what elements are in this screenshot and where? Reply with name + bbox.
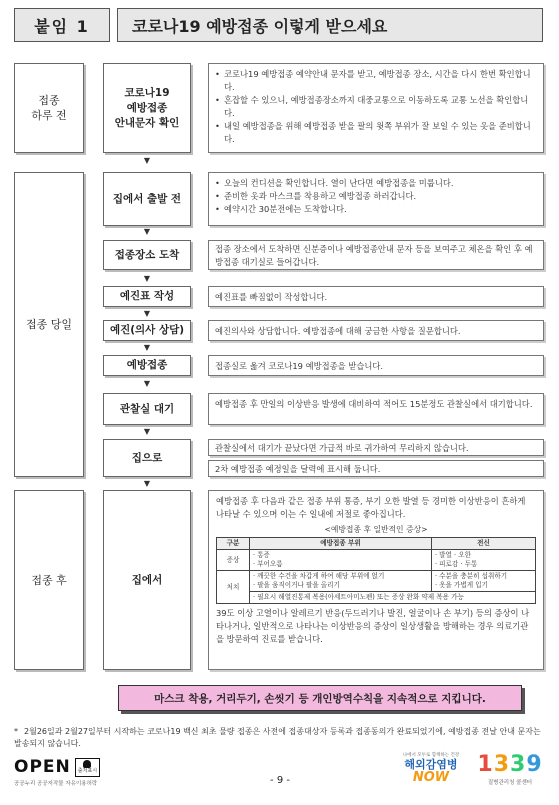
step-vaccination: 예방접종: [103, 355, 191, 376]
symptom-table-caption: <예방접종 후 일반적인 증상>: [324, 525, 428, 534]
local-symptom-2: · 부어오름: [253, 560, 283, 568]
step-doctor: 예진(의사 상담): [103, 320, 191, 341]
desc-go-home-1: 관찰실에서 대기가 끝났다면 가급적 바로 귀가하여 무리하지 않습니다.: [208, 439, 544, 456]
step-notice-check: [103, 63, 191, 153]
table-row-care-local: [250, 571, 432, 592]
footnote-marker: *: [14, 727, 18, 736]
down-arrow-icon: ▼: [143, 479, 151, 488]
desc-at-home: [208, 490, 544, 670]
attachment-tag: 붙임 1: [14, 8, 110, 42]
desc-observation: 예방접종 후 만일의 이상반응 발생에 대비하여 적어도 15분정도 관찰실에서 대기합니다.: [208, 393, 544, 425]
table-header-category: 구분: [217, 538, 250, 550]
table-row-symptom-label: 증상: [217, 550, 250, 571]
table-care-note: · 필요시 해열진통제 복용(아세트아미노펜) 또는 증상 완화 약제 복용 가능: [250, 592, 536, 604]
desc-notice-check: • 코로나19 예방접종 예약안내 문자를 받고, 예방접종 장소, 시간을 다시 한번 확인합니다. • 혼잡할 수 있으니, 예방접종장소까지 대중교통으로 이동하도록 교통 노선을 확인합니다. • 내일 예방접종을 위해 예방접종 받을 팔의 윗쪽 부위가 잘 보일 수 있는 옷을 준비합니다.: [208, 63, 544, 153]
systemic-care-2: · 옷을 가볍게 입기: [434, 581, 488, 589]
page-number: - 9 -: [270, 775, 290, 786]
step-go-home: 집으로: [103, 439, 191, 477]
desc-before-leaving: • 오늘의 컨디션을 확인합니다. 열이 난다면 예방접종을 미룹니다. • 준비한 옷과 마스크를 착용하고 예방접종 하러갑니다. • 예약시간 30분전에는 도착합니다.: [208, 172, 544, 226]
desc-leaving-bullet-1: 오늘의 컨디션을 확인합니다. 열이 난다면 예방접종을 미룹니다.: [224, 178, 454, 188]
step-arrival: 접종장소 도착: [103, 240, 191, 270]
table-row-symptom-systemic: [431, 550, 535, 571]
now-logo-sub: NOW: [412, 770, 450, 785]
open-caption: 공공누리 공공저작물 자유이용허락: [14, 781, 98, 787]
symptom-table: [216, 537, 536, 604]
now-logo-text: 해외감염병: [404, 758, 458, 771]
desc-notice-bullet-2: 혼잡할 수 있으니, 예방접종장소까지 대중교통으로 이동하도록 교통 노선을 확인합니다.: [224, 95, 529, 118]
person-icon: [83, 760, 91, 768]
desc-doctor: 예진의사와 상담합니다. 예방접종에 대해 궁금한 사항을 질문합니다.: [208, 320, 544, 341]
open-logo-text: OPEN: [14, 757, 71, 777]
footnote-text: 2월26일과 2월27일부터 시작하는 코로나19 백신 최초 물량 접종은 사전에 접종대상자 등록과 접종동의가 완료되었기에, 예방접종 전날 안내 문자는 발송되지 않습니다.: [14, 727, 541, 748]
down-arrow-icon: ▼: [143, 379, 151, 388]
open-badge-text: 출처표시: [77, 767, 98, 774]
down-arrow-icon: ▼: [143, 274, 151, 283]
desc-home-intro: 예방접종 후 다음과 같은 접종 부위 통증, 부기 오한 발열 등 경미한 이상반응이 흔하게 나타날 수 있으며 이는 수 일내에 저절로 좋아집니다.: [216, 496, 526, 519]
phase-day-before-line2: 하루 전: [31, 109, 67, 122]
desc-notice-bullet-3: 내일 예방접종을 위해 예방접종 받을 팔의 윗쪽 부위가 잘 보일 수 있는 옷을 준비합니다.: [224, 121, 531, 144]
overseas-disease-now-logo: [396, 752, 466, 798]
desc-leaving-bullet-3: 예약시간 30분전에는 도착합니다.: [224, 204, 347, 214]
phase-day-of: 접종 당일: [14, 172, 84, 477]
phase-day-before-line1: 접종: [38, 94, 60, 107]
down-arrow-icon: ▼: [143, 156, 151, 165]
local-symptom-1: · 통증: [253, 551, 270, 559]
step-at-home: 집에서: [103, 490, 191, 670]
systemic-care-1: · 수분을 충분히 섭취하기: [434, 572, 508, 580]
table-header-systemic: 전신: [431, 538, 535, 550]
footnote: [14, 726, 544, 750]
phase-after: 접종 후: [14, 490, 84, 670]
table-row-symptom-local: [250, 550, 432, 571]
systemic-symptom-1: · 발열 · 오한: [434, 551, 471, 559]
step-observation: 관찰실 대기: [103, 393, 191, 425]
open-badge: [75, 758, 100, 777]
step-before-leaving: 집에서 출발 전: [103, 172, 191, 226]
hotline-digit: 9: [526, 752, 543, 777]
down-arrow-icon: ▼: [143, 227, 151, 236]
step-notice-line3: 안내문자 확인: [114, 116, 180, 129]
desc-form: 예진표를 빠짐없이 작성합니다.: [208, 286, 544, 307]
local-care-2: · 팔을 움직이거나 팔을 올리기: [253, 581, 340, 589]
phase-day-before: [14, 63, 84, 153]
desc-arrival: 접종 장소에서 도착하면 신분증이나 예방접종안내 문자 등을 보여주고 체온을 확인 후 예방접종 대기실로 들어갑니다.: [208, 240, 544, 270]
hotline-number: [473, 752, 547, 778]
desc-vaccination: 접종실로 옮겨 코로나19 예방접종을 받습니다.: [208, 355, 544, 376]
step-form: 예진표 작성: [103, 286, 191, 307]
hotline-caption: 질병관리청 콜센터: [487, 780, 533, 786]
step-notice-line2: 예방접종: [126, 101, 168, 114]
desc-leaving-bullet-2: 준비한 옷과 마스크를 착용하고 예방접종 하러갑니다.: [224, 191, 417, 201]
open-license-logo: [14, 757, 124, 797]
down-arrow-icon: ▼: [143, 343, 151, 352]
prevention-banner: 마스크 착용, 거리두기, 손씻기 등 개인방역수칙을 지속적으로 지킵니다.: [118, 685, 522, 711]
down-arrow-icon: ▼: [143, 309, 151, 318]
hotline-digit: 3: [493, 752, 510, 777]
down-arrow-icon: ▼: [143, 427, 151, 436]
desc-home-outro: 39도 이상 고열이나 알레르기 반응(두드러기나 발진, 얼굴이나 손 부기) 등의 증상이 나타나거나, 일반적으로 나타나는 이상반응의 증상이 일상생활을 방해하는 경우 의료기관을 방문하여 진료를 받습니다.: [216, 608, 530, 644]
table-header-local: 예방접종 부위: [250, 538, 432, 550]
desc-notice-bullet-1: 코로나19 예방접종 예약안내 문자를 받고, 예방접종 장소, 시간을 다시 한번 확인합니다.: [224, 69, 531, 92]
table-row-care-systemic: [431, 571, 535, 592]
step-notice-line1: 코로나19: [124, 86, 170, 99]
page-title: 코로나19 예방접종 이렇게 받으세요: [117, 8, 543, 42]
hotline-digit: 1: [477, 752, 494, 777]
local-care-1: · 깨끗한 수건을 차갑게 하여 해당 부위에 얹기: [253, 572, 385, 580]
now-logo-tagline: 나에서 모두로 함께하는 건강: [402, 753, 460, 758]
hotline-digit: 3: [510, 752, 527, 777]
hotline-1339-logo: [473, 752, 547, 798]
desc-go-home-2: 2차 예방접종 예정일을 달력에 표시해 둡니다.: [208, 460, 544, 477]
systemic-symptom-2: · 피로감 · 두통: [434, 560, 478, 568]
table-row-care-label: 처치: [217, 571, 250, 604]
